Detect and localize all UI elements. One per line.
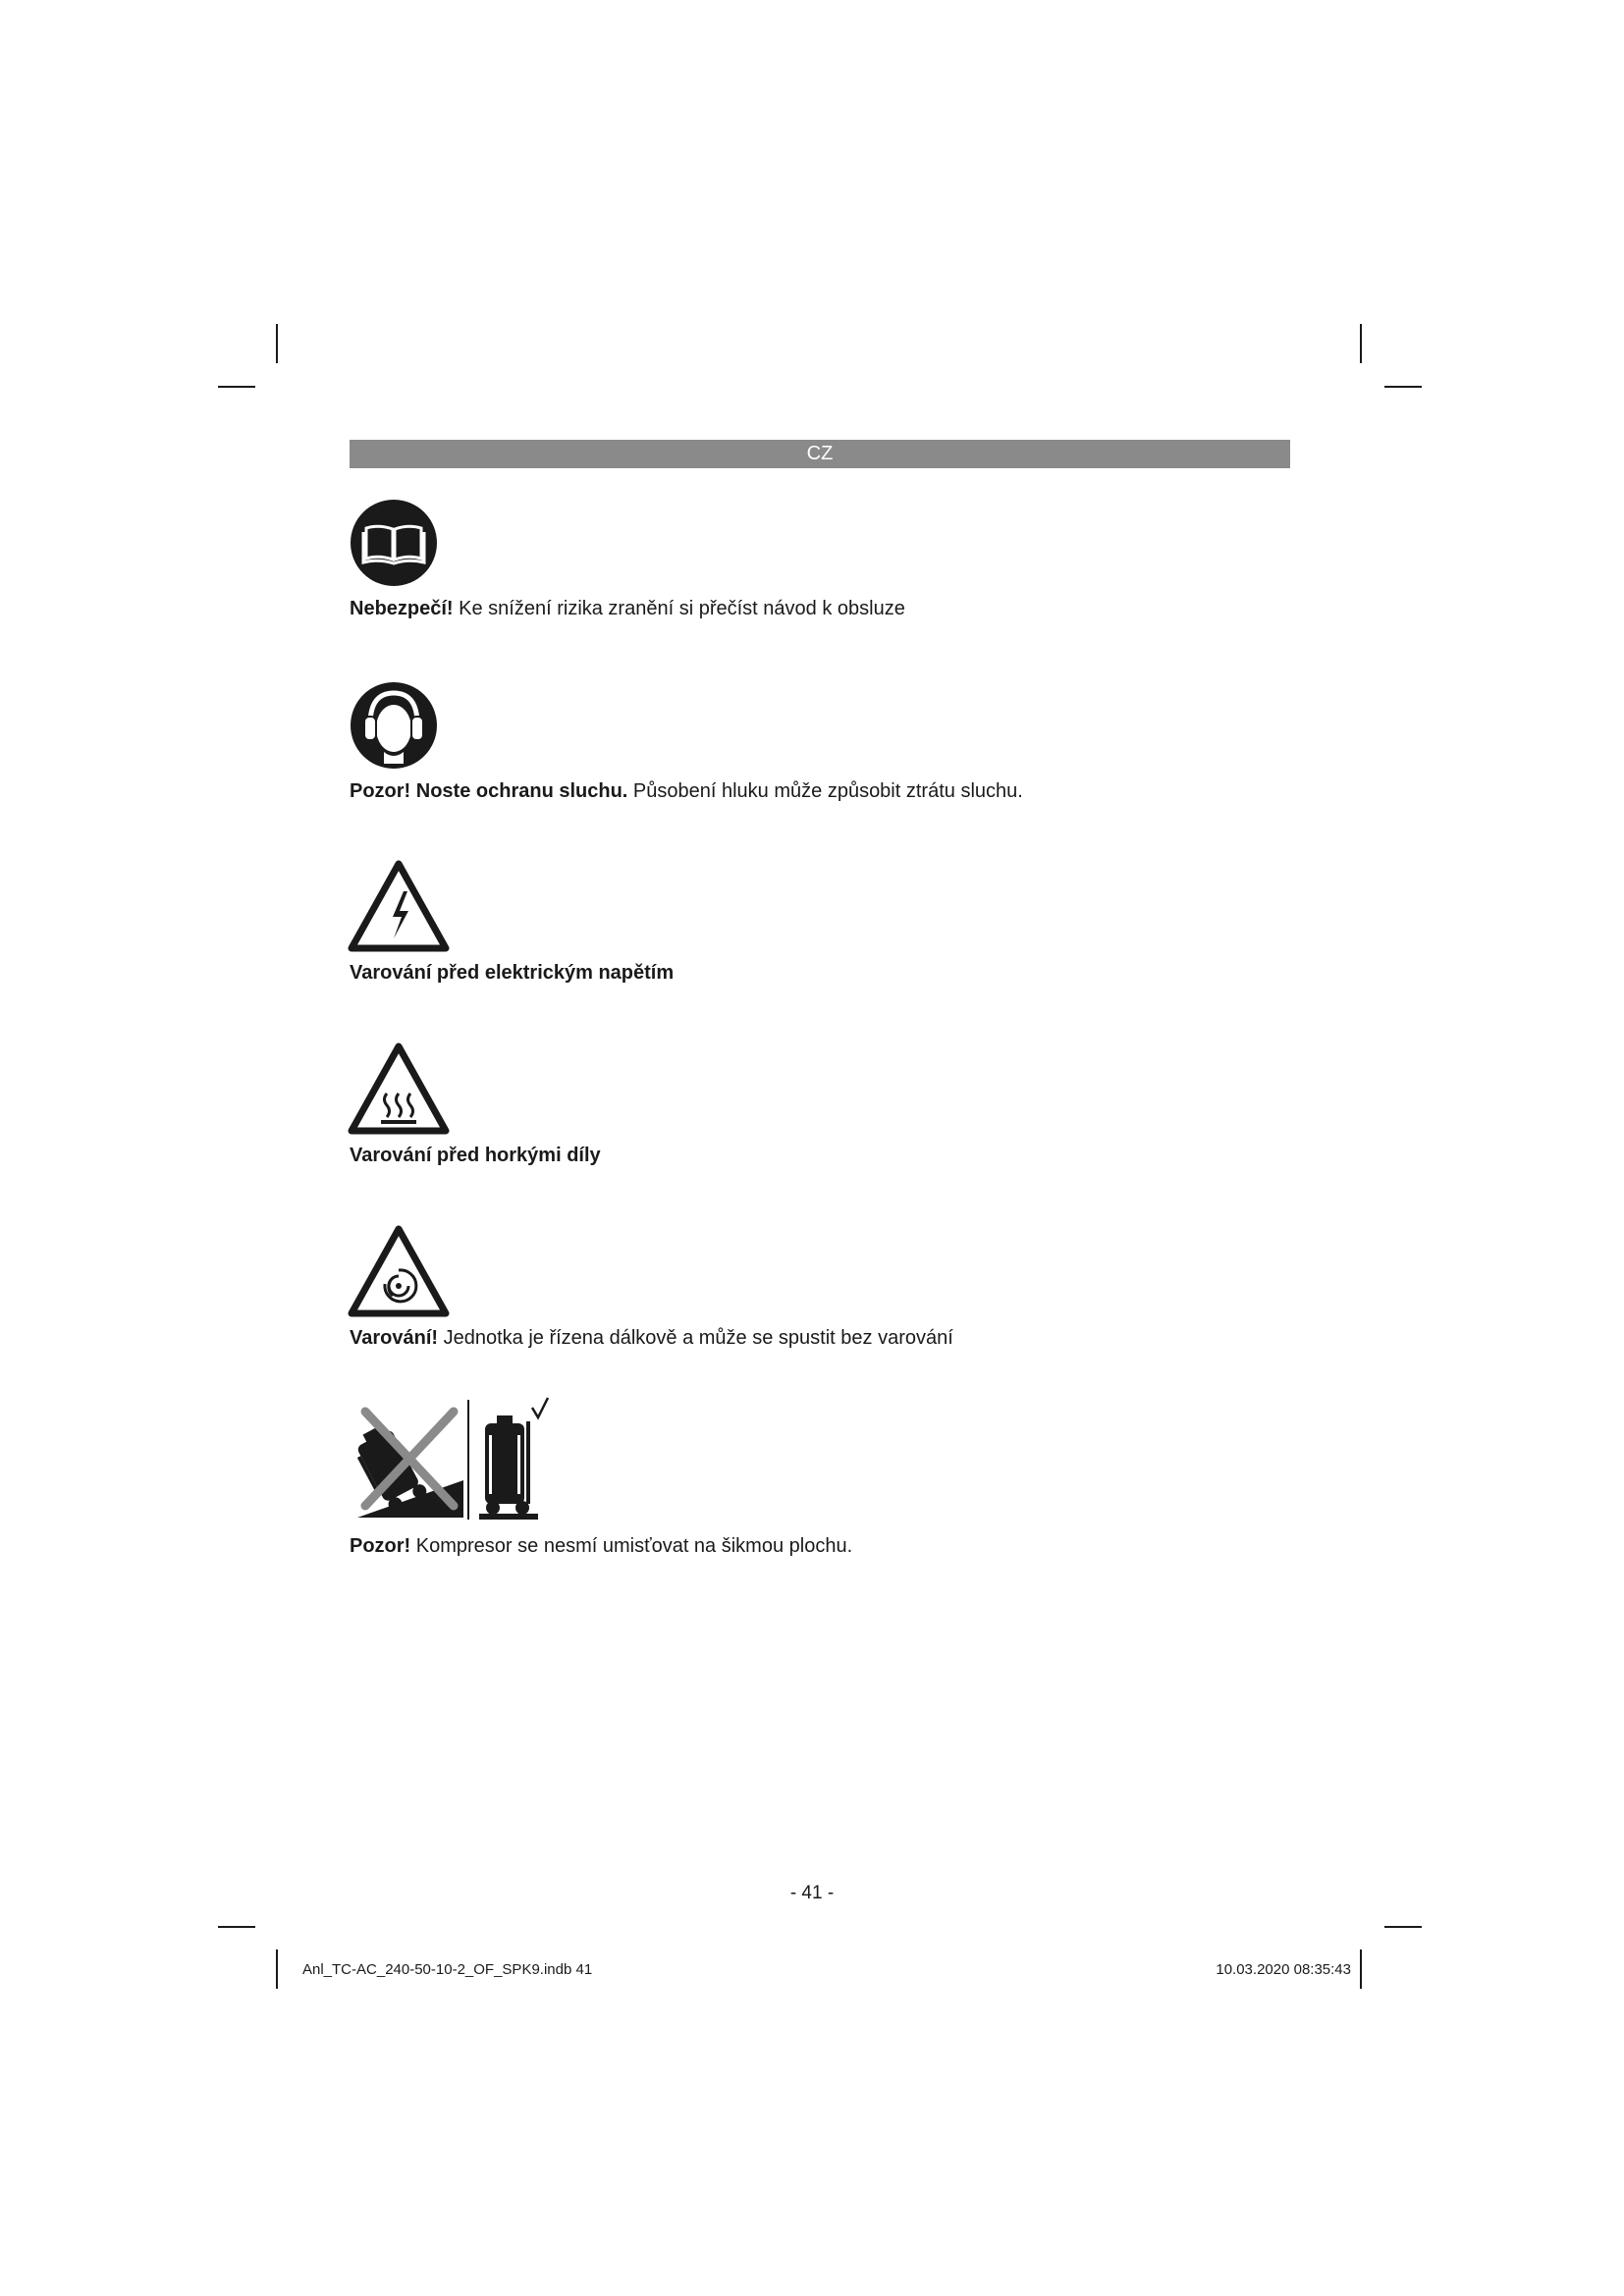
no-slope-placement-icon — [355, 1396, 564, 1523]
electric-voltage-caption: Varování před elektrickým napětím — [350, 962, 675, 984]
page-number: - 41 - — [789, 1883, 835, 1903]
no-slope-placement-caption: Pozor! Kompresor se nesmí umisťovat na šikmou plochu. — [350, 1535, 853, 1557]
electric-voltage-warning-icon — [348, 860, 450, 952]
ear-protection-icon — [350, 681, 438, 770]
crop-mark-bottom-right-horizontal — [1384, 1926, 1422, 1928]
crop-mark-top-left-vertical — [276, 324, 278, 363]
hot-surface-warning-icon — [348, 1042, 450, 1135]
language-code: CZ — [806, 443, 834, 464]
language-header-bar — [350, 440, 1290, 468]
file-name: Anl_TC-AC_240-50-10-2_OF_SPK9.indb 41 — [302, 1961, 593, 1978]
read-manual-caption: Nebezpečí! Ke snížení rizika zranění si přečíst návod k obsluze — [350, 598, 905, 619]
ear-protection-caption: Pozor! Noste ochranu sluchu. Působení hluku může způsobit ztrátu sluchu. — [350, 780, 1023, 802]
crop-mark-top-right-vertical — [1360, 324, 1362, 363]
crop-mark-top-right-horizontal — [1384, 386, 1422, 388]
crop-mark-top-left-horizontal — [218, 386, 255, 388]
hot-surface-caption: Varování před horkými díly — [350, 1145, 601, 1166]
read-manual-icon — [350, 499, 438, 587]
print-timestamp: 10.03.2020 08:35:43 — [1216, 1961, 1351, 1978]
crop-mark-bottom-left-horizontal — [218, 1926, 255, 1928]
automatic-start-caption: Varování! Jednotka je řízena dálkově a může se spustit bez varování — [350, 1327, 953, 1349]
crop-mark-bottom-right-vertical — [1360, 1949, 1362, 1989]
automatic-start-warning-icon — [348, 1225, 450, 1317]
crop-mark-bottom-left-vertical — [276, 1949, 278, 1989]
